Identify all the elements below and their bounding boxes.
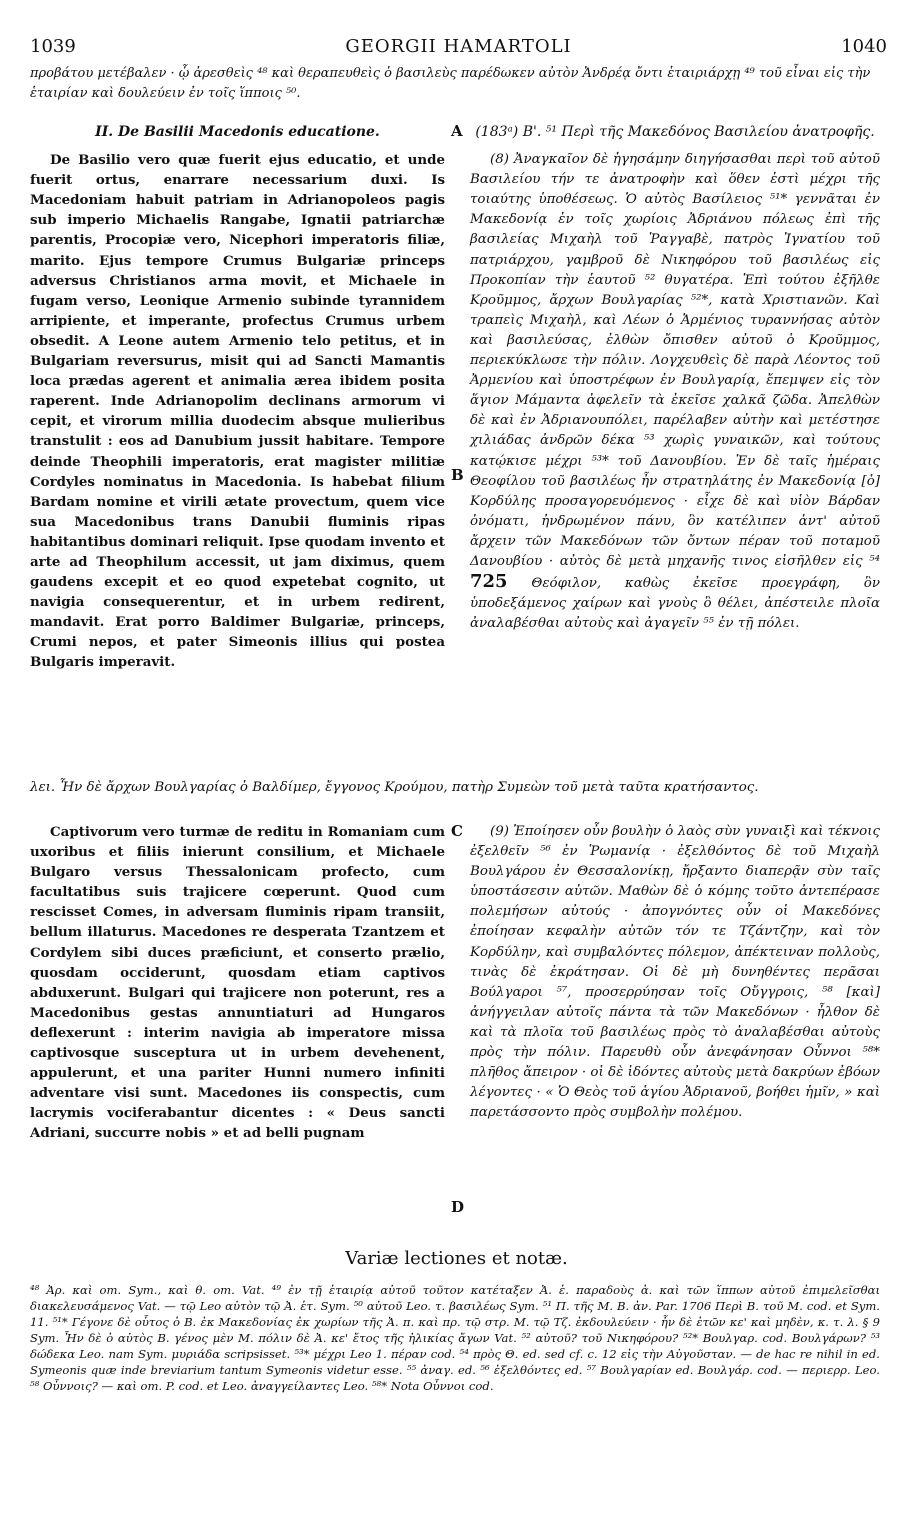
- page-number-left: 1039: [30, 36, 76, 57]
- greek-paragraph: (9) Ἐποίησεν οὖν βουλὴν ὁ λαὸς σὺν γυναιξὶ καὶ τέκνοις ἐξελθεῖν ⁵⁶ ἐν Ῥωμανίᾳ · ἐξελθόντος δὲ τοῦ Μιχαὴλ Βουλγάρου ἐν Θεσσαλονίκῃ, ἤρξαντο διαπερᾷν σὺν ταῖς ὑποστάσεσιν αὐτῶν. Μαθὼν δὲ ὁ κόμης τοῦτο ἀντεπέρασε πολεμήσων αὐτούς · ἀπογνόντες οὖν οἱ Μακεδόνες ἐποίησαν κεφαλὴν αὐτῶν τόν τε Τζάντζην, καὶ τὸν Κορδύλην, καὶ συμβαλόντες πόλεμον, ἀπέκτειναν πολλοὺς, τινὰς δὲ ἐκράτησαν. Οἱ δὲ μὴ δυνηθέντες περᾶσαι Βούλγαροι ⁵⁷, προσερρύησαν τοῖς Οὔγγροις, ⁵⁸ [καὶ] ἀνήγγειλαν αὐτοῖς πάντα τὰ τῶν Μακεδόνων · ἦλθον δὲ καὶ τὰ πλοῖα τοῦ βασιλέως πρὸς τὸ ἀναλαβέσθαι αὐτοὺς πρὸς τὴν πόλιν. Παρευθὺ οὖν ἀνεφάνησαν Οὖννοι ⁵⁸* πλῆθος ἄπειρον · οἱ δὲ ἰδόντες αὐτοὺς μετὰ δακρύων ἐβόων λέγοντες · « Ὁ Θεὸς τοῦ ἁγίου Ἀδριανοῦ, βοήθει ἡμῖν, » καὶ παρετάσσοντο πρὸς συμβολὴν πολέμου.: [470, 824, 880, 1121]
- greek-continuation: προβάτου μετέβαλεν · ᾧ ἀρεσθεὶς ⁴⁸ καὶ θεραπευθεὶς ὁ βασιλεὺς παρέδωκεν αὐτὸν Ἀνδρέᾳ ὄντι ἑταιριάρχῃ ⁴⁹ τοῦ εἶναι εἰς τὴν ἑταιρίαν καὶ δουλεύειν ἐν τοῖς ἵπποις ⁵⁰.: [30, 66, 871, 101]
- margin-marker-c: C: [451, 822, 463, 840]
- latin-section-title: II. De Basilii Macedonis educatione.: [95, 124, 380, 140]
- margin-marker-d: D: [451, 1198, 465, 1216]
- latin-paragraph: Captivorum vero turmæ de reditu in Romaniam cum uxoribus et filiis inierunt consilium, et Michaele Bulgaro versus Thessalonicam profecto, cum facultatibus suis trajicere cœperunt. Quod cum rescisset Comes, in adversam fluminis ripam transiit, bellum illaturus. Macedones re desperata Tzantzem et Cordylem sibi duces præficiunt, et conserto prælio, quosdam occiderunt, quosdam etiam captivos abduxerunt. Bulgari qui trajicere non poterunt, res a Macedonibus gestas annuntiaturi ad Hungaros deflexerunt : interim navigia ab imperatore missa captivosque susceptura ut in urbem devehenent, appulerunt, et una pariter Hunni numero infiniti adventare visi sunt. Macedones iis conspectis, cum lacrymis vociferabantur dicentes : « Deus sancti Adriani, succurre nobis » et ad belli pugnam: [30, 824, 445, 1142]
- page-number-right: 1040: [841, 36, 887, 57]
- latin-column-lower: [30, 822, 445, 1152]
- greek-bridge-line: λει. Ἦν δὲ ἄρχων Βουλγαρίας ὁ Βαλδίμερ, ἔγγονος Κρούμου, πατὴρ Συμεὼν τοῦ μετὰ ταῦτα κρατήσαντος.: [30, 780, 759, 795]
- running-header: [30, 36, 887, 64]
- latin-paragraph: De Basilio vero quæ fuerit ejus educatio, et unde fuerit ortus, enarrare necessarium duxi. Is Macedoniam habuit patriam in Adrianopoleos pagis sub imperio Michaelis Rangabe, Ignatii patriarchæ parentis, Procopiæ vero, Nicephori imperatoris filiæ, marito. Ejus tempore Crumus Bulgariæ princeps adversus Christianos arma movit, et Michaele in fugam verso, Leonique Armenio subinde tyrannidem arripiente, et imperante, profectus Crumus urbem obsedit. A Leone autem Armenio telo petitus, et in Bulgariam reversurus, misit qui ad Sancti Mamantis loca prædas agerent et animalia ærea ibidem posita raperent. Inde Adrianopolim declinans armorum vi cepit, et virorum millia duodecim absque mulieribus transtulit : eos ad Danubium jussit habitare. Tempore deinde Theophili imperatoris, erat magister militiæ Cordyles nominatus in Macedonia. Is habebat filium Bardam nomine et virili ætate provectum, quem vice sua Macedonibus trans Danubii fluminis ripas habitantibus dominari reliquit. Ipse quodam invento et arte ad Theophilum accessit, ut jam diximus, quem gaudens excepit et eo quod expetebat cognito, ut navigia consequerentur, et in urbem redirent, mandavit. Erat porro Baldimer Bulgariæ, princeps, Crumi nepos, et pater Simeonis illius qui postea Bulgaris imperavit.: [30, 152, 445, 671]
- greek-column-lower: [470, 822, 880, 1131]
- greek-paragraph: [470, 150, 880, 634]
- notes-heading: Variæ lectiones et notæ.: [345, 1248, 568, 1269]
- greek-column-upper: [470, 122, 880, 642]
- margin-marker-a: A: [451, 122, 463, 140]
- greek-section-title: (183ᵃ) Β'. ⁵¹ Περὶ τῆς Μακεδόνος Βασιλείου ἀνατροφῆς.: [475, 124, 875, 140]
- latin-column-upper: [30, 122, 445, 681]
- margin-marker-b: B: [451, 466, 464, 484]
- greek-paragraph-part: Θεόφιλον, καθὼς ἐκεῖσε προεγράφη, ὃν ὑποδεξάμενος χαίρων καὶ γνοὺς ὃ θέλει, ἀπέστειλε πλοῖα ἀναλαβέσθαι αὐτοὺς καὶ ἀγαγεῖν ⁵⁵ ἐν τῇ πόλει.: [470, 576, 880, 632]
- footnotes: ⁴⁸ Ἀρ. καὶ om. Sym., καὶ θ. om. Vat. ⁴⁹ ἐν τῇ ἑταιρίᾳ αὐτοῦ τοῦτον κατέταξεν Ἀ. ἑ. παραδοὺς ἀ. καὶ τῶν ἵππων αὐτοῦ ἐπιμελεῖσθαι διακελευσάμενος Vat. — τῷ Leo αὐτὸν τῷ Ἀ. ἑτ. Sym. ⁵⁰ αὐτοῦ Leo. τ. βασιλέως Sym. ⁵¹ Π. τῆς Μ. Β. ἀν. Par. 1706 Περὶ Β. τοῦ Μ. cod. et Sym. 11. ⁵¹* Γέγονε δὲ οὗτος ὁ Β. ἐκ Μακεδονίας ἐκ χωρίων τῆς Ἀ. π. καὶ πρ. τῷ στρ. Μ. τῷ Τζ. ἐκδουλεύειν · ἦν δὲ ἐτῶν κε' καὶ μηδὲν, κ. τ. λ. § 9 Sym. Ἦν δὲ ὁ αὐτὸς Β. γένος μὲν Μ. πόλιν δὲ Ἀ. κε' ἔτος τῆς ἡλικίας ἄγων Vat. ⁵² αὐτοῦ? τοῦ Νικηφόρου? ⁵²* Βουλγαρ. cod. Βουλγάρων? ⁵³ δώδεκα Leo. nam Sym. μυριάδα scripsisset. ⁵³* μέχρι Leo 1. πέραν cod. ⁵⁴ πρὸς Θ. ed. sed cf. c. 12 εἰς τὴν Αὐγοῦσταν. — de hac re nihil in ed. Symeonis quæ inde breviarium tantum Symeonis videtur esse. ⁵⁵ ἀναγ. ed. ⁵⁶ ἐξελθόντες ed. ⁵⁷ Βουλγαρίαν ed. Βουλγάρ. cod. — περιερρ. Leo. ⁵⁸ Οὖννοις? — καὶ om. P. cod. et Leo. ἀναγγείλαντες Leo. ⁵⁸* Nota Οὖννοι cod.: [30, 1283, 880, 1393]
- running-title: GEORGII HAMARTOLI: [345, 36, 572, 57]
- greek-paragraph-part: (8) Ἀναγκαῖον δὲ ἡγησάμην διηγήσασθαι περὶ τοῦ αὐτοῦ Βασιλείου τήν τε ἀνατροφὴν καὶ ὅθεν ἐστὶ μέχρι τῆς τοιαύτης ὑποθέσεως. Ὁ αὐτὸς Βασίλειος ⁵¹* γεννᾶται ἐν Μακεδονίᾳ ἐν τοῖς χωρίοις Ἀδριάνου πόλεως ἐπὶ τῆς βασιλείας Μιχαὴλ τοῦ Ῥαγγαβὲ, πατρὸς Ἰγνατίου τοῦ πατριάρχου, γαμβροῦ δὲ Νικηφόρου τοῦ βασιλέως εἰς Προκοπίαν τὴν ἑαυτοῦ ⁵² θυγατέρα. Ἐπὶ τούτου ἐξῆλθε Κροῦμμος, ἄρχων Βουλγαρίας ⁵²*, κατὰ Χριστιανῶν. Καὶ τραπεὶς Μιχαὴλ, καὶ Λέων ὁ Ἀρμένιος τυραννήσας αὐτὸν καὶ βασιλεύσας, ἐλθὼν ὄπισθεν αὐτοῦ ὁ Κροῦμμος, περιεκύκλωσε τὴν πόλιν. Λογχευθεὶς δὲ παρὰ Λέοντος τοῦ Ἀρμενίου καὶ ὑποστρέφων ἐν Βουλγαρίᾳ, ἔπεμψεν εἰς τὸν ἅγιον Μάμαντα ἀφελεῖν τὰ ἐκεῖσε χαλκᾶ ζῶδα. Ἀπελθὼν δὲ καὶ ἐν Ἀδριανουπόλει, παρέλαβεν αὐτὴν καὶ μετέστησε χιλιάδας ἀνδρῶν δέκα ⁵³ χωρὶς γυναικῶν, καὶ τούτους κατῴκισε μέχρι ⁵³* τοῦ Δανουβίου. Ἐν δὲ ταῖς ἡμέραις Θεοφίλου τοῦ βασιλέως ἦν στρατηλάτης ἐν Μακεδονίᾳ [ὁ] Κορδύλης προσαγορευόμενος · εἶχε δὲ καὶ υἱὸν Βάρδαν ὀνόματι, ἠνδρωμένον πάνυ, ὃν κατέλιπεν ἀντ' αὐτοῦ ἄρχειν τῶν Μακεδόνων τῶν ὄντων πέραν τοῦ ποταμοῦ Δανουβίου · αὐτὸς δὲ μετὰ μηχανῆς τινος εἰσῆλθεν εἰς ⁵⁴: [470, 152, 880, 569]
- column-number: 725: [470, 571, 508, 593]
